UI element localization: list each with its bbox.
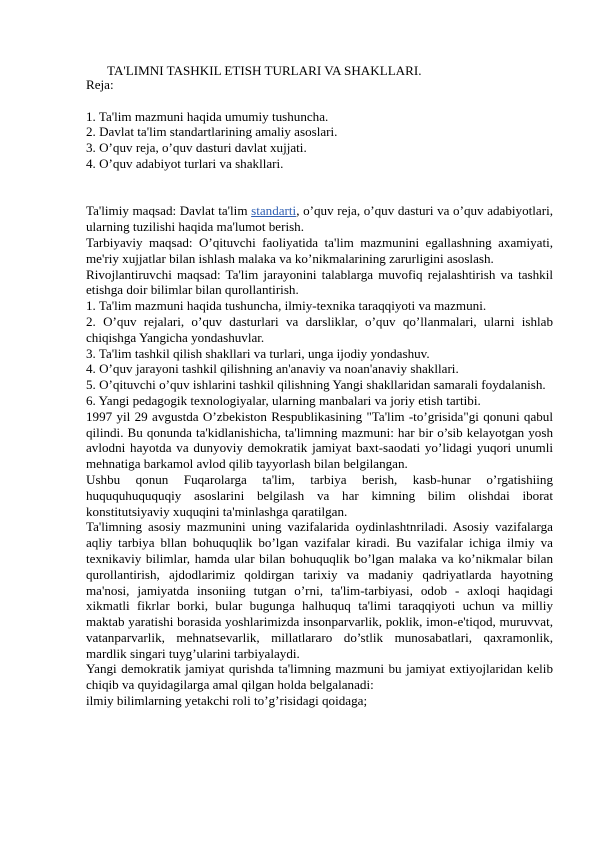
reja-item: 2. Davlat ta'lim standartlarining amaliy asoslari. (86, 124, 338, 140)
paragraph-ilmiy-bilimlar: ilmiy bilimlarning yetakchi roli to’g’risidagi qoidaga; (86, 693, 368, 709)
list-item: 3. Ta'lim tashkil qilish shakllari va turlari, unga ijodiy yondashuv. (86, 345, 430, 361)
paragraph-yangi-jamiyat: Yangi demokratik jamiyat qurishda ta'limning mazmuni bu jamiyat extiyojlaridan kelib chiqib va quyidagilarga amal qilgan holda belgalanadi: (86, 661, 553, 693)
list-item: 5. O’qituvchi o’quv ishlarini tashkil qilishning Yangi shakllaridan samarali foydalanish. (86, 377, 546, 393)
paragraph-vazifalar: Ta'limning asosiy mazmunini uning vazifalarida oydinlashtnriladi. Asosiy vazifalarga aqliy tarbiya bllan bohuquqlik bo’lgan vazifalar kiradi. Bu vazifalar ichiga ilmiy va texnikaviy bilimlar, hamda ular bilan bohuquqlik bo’lgan malaka va ko’nikmalar bilan qurollantirish, ajdodlarimiz qoldirgan tarixiy va madaniy qadriyatlarda hayotning ma'nosi, jamiyatda insoniing tutgan o’rni, ta'lim-tarbiyasi, odob - axloqi haqidagi xikmatli fikrlar borki, bular bugunga halhuquq ta'limi taraqqiyoti uchun va milliy maktab yaratishi borasida yoshlarimizda insonparvarlik, poklik, imon-e'tiqod, muruvvat, vatanparvarlik, mehnatsevarlik, millatlararo do’stlik munosabatlari, qaxramonlik, mardlik singari tuyg’ularini tarbiyalaydi. (86, 519, 553, 661)
reja-item: 3. O’quv reja, o’quv dasturi davlat xujjati. (86, 140, 307, 156)
list-item: 6. Yangi pedagogik texnologiyalar, ularning manbalari va joriy etish tartibi. (86, 392, 481, 408)
paragraph-tarbiyaviy-maqsad: Tarbiyaviy maqsad: O’qituvchi faoliyatida ta'lim mazmunini egallashning axamiyati, me'riy xujjatlar bilan ishlash malaka va ko’nikmalarining zarurligini asoslash. (86, 234, 553, 266)
page-title: TA'LIMNI TASHKIL ETISH TURLARI VA SHAKLLARI. (107, 63, 422, 78)
paragraph-qonun: 1997 yil 29 avgustda O’zbekiston Respublikasining "Ta'lim -to’grisida"gi qonuni qabul qilindi. Bu qonunda ta'kidlanishicha, ta'limning mazmuni: har bir o’sib kelayotgan yosh avlodni hayotda va dunyoviy demokratik jamiyat baxt-saodati yo’lidagi yuqori unumli mehnatiga barkamol avlod qilib tayyorlash bilan belgilangan. (86, 408, 553, 472)
reja-label: Reja: (86, 77, 114, 92)
paragraph-text: , o’quv reja, o’quv dasturi va o’quv adabiyotlari, ularning tuzilishi haqida ma'lumot berish. (86, 203, 553, 235)
paragraph-rivojlantiruvchi-maqsad: Rivojlantiruvchi maqsad: Ta'lim jarayonini talablarga muvofiq rejalashtirish va tashkil etishga doir bilimlar bilan qurollantirish. (86, 266, 553, 298)
paragraph-talimiy-maqsad (86, 203, 553, 235)
standarti-link[interactable]: standarti (251, 203, 297, 219)
list-item: 2. O’quv rejalari, o’quv dasturlari va darsliklar, o’quv qo’llanmalari, ularni ishlab chiqishga Yangicha yondashuvlar. (86, 313, 553, 345)
reja-item: 1. Ta'lim mazmuni haqida umumiy tushuncha. (86, 108, 329, 124)
paragraph-ushbu-qonun: Ushbu qonun Fuqarolarga ta'lim, tarbiya berish, kasb-hunar o’rgatishiing huququhuququqiy asoslarini belgilash va har kimning bilim olishdai iborat konstitutsiyaviy xuquqini ta'minlashga qaratilgan. (86, 471, 553, 519)
list-item: 1. Ta'lim mazmuni haqida tushuncha, ilmiy-texnika taraqqiyoti va mazmuni. (86, 298, 487, 314)
paragraph-text: Ta'limiy maqsad: Davlat ta'lim (86, 203, 252, 219)
list-item: 4. O’quv jarayoni tashkil qilishning an'anaviy va noan'anaviy shakllari. (86, 361, 459, 377)
reja-item: 4. O’quv adabiyot turlari va shakllari. (86, 155, 284, 171)
document-body (86, 77, 553, 709)
